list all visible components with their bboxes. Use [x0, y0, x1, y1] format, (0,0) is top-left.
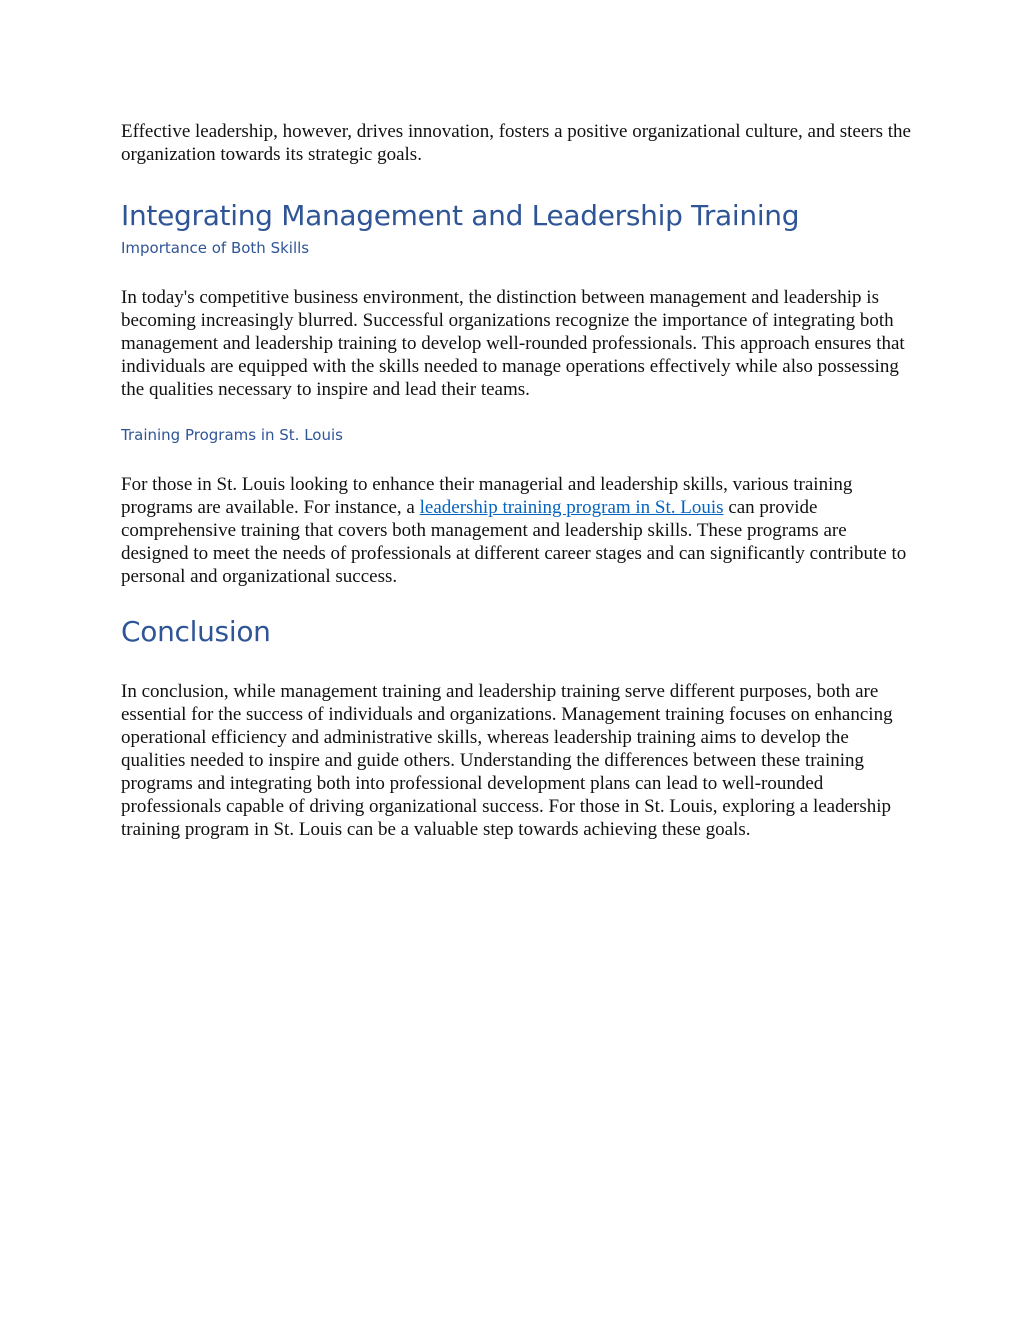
section-heading-integrating: Integrating Management and Leadership Training [121, 199, 800, 232]
programs-text-before-link: For those in St. Louis looking to enhance their managerial and leadership skills, various training programs are available. For instance, a [121, 474, 853, 518]
subheading-importance: Importance of Both Skills [121, 239, 310, 257]
importance-paragraph: In today's competitive business environment, the distinction between management and leadership is becoming increasingly blurred. Successful organizations recognize the importance of integrating both management and leadership training to develop well-rounded professionals. This approach ensures that individuals are equipped with the skills needed to manage operations effectively while also possessing the qualities necessary to inspire and lead their teams. [121, 287, 905, 400]
document-body [121, 120, 911, 841]
training-programs-paragraph [121, 473, 911, 588]
programs-text-after-link: can provide comprehensive training that covers both management and leadership skills. These programs are designed to meet the needs of professionals at different career stages and can significantly contribute to personal and organizational success. [121, 497, 907, 587]
section-heading-conclusion: Conclusion [121, 615, 271, 648]
intro-paragraph: Effective leadership, however, drives innovation, fosters a positive organizational culture, and steers the organization towards its strategic goals. [121, 121, 911, 165]
conclusion-paragraph: In conclusion, while management training and leadership training serve different purposes, both are essential for the success of individuals and organizations. Management training focuses on enhancing operational efficiency and administrative skills, whereas leadership training aims to develop the qualities needed to inspire and guide others. Understanding the differences between these training programs and integrating both into professional development plans can lead to well-rounded professionals capable of driving organizational success. For those in St. Louis, exploring a leadership training program in St. Louis can be a valuable step towards achieving these goals. [121, 681, 893, 840]
leadership-training-program-link[interactable]: leadership training program in St. Louis [419, 497, 724, 518]
subheading-training-programs: Training Programs in St. Louis [121, 426, 343, 444]
